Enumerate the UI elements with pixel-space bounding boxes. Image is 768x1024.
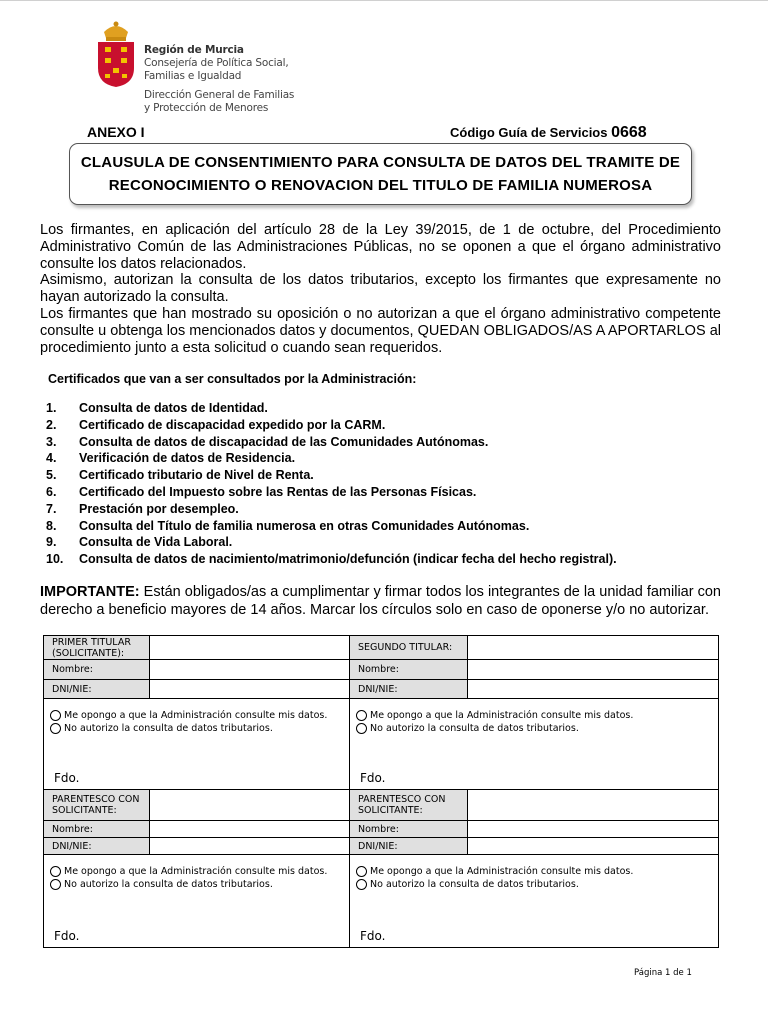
item-text: Consulta de Vida Laboral. <box>79 535 233 550</box>
dni-label: DNI/NIE: <box>350 680 468 699</box>
option-no-authorize <box>356 722 712 735</box>
nombre-label: Nombre: <box>44 821 150 838</box>
item-number: 3. <box>46 434 57 449</box>
option-no-authorize <box>50 722 343 735</box>
option-no-authorize-label: No autorizo la consulta de datos tributarios. <box>64 879 273 890</box>
item-text: Verificación de datos de Residencia. <box>79 451 296 466</box>
page-number: Página 1 de 1 <box>634 968 692 978</box>
item-number: 7. <box>46 501 57 516</box>
list-item <box>46 484 617 501</box>
service-code-label: Código Guía de Servicios <box>450 125 608 140</box>
segundo-titular-field[interactable] <box>468 636 719 660</box>
top-rule <box>0 0 768 1</box>
segundo-titular-label: SEGUNDO TITULAR: <box>350 636 468 660</box>
item-text: Certificado del Impuesto sobre las Rentas de las Personas Físicas. <box>79 484 477 499</box>
option-no-authorize <box>356 878 712 891</box>
intro-paragraph-2: Asimismo, autorizan la consulta de los datos tributarios, excepto los firmantes que expresamente no hayan autorizado la consulta. <box>40 272 721 306</box>
dni-label: DNI/NIE: <box>350 838 468 855</box>
list-item <box>46 518 617 535</box>
signature-label: Fdo. <box>54 771 80 785</box>
intro-text <box>40 222 721 356</box>
item-text: Prestación por desempleo. <box>79 501 239 516</box>
parentesco-field-1[interactable] <box>150 790 350 821</box>
important-text: Están obligados/as a cumplimentar y firmar todos los integrantes de la unidad familiar con derecho a beneficio mayores de 14 años. Marcar los círculos solo en caso de oponerse y/o no autorizar. <box>40 584 721 618</box>
certificates-list <box>46 400 617 568</box>
org-line-3: Familias e Igualdad <box>144 70 242 82</box>
nombre-label: Nombre: <box>350 660 468 680</box>
list-item <box>46 450 617 467</box>
dni-label: DNI/NIE: <box>44 838 150 855</box>
dept-line-2: y Protección de Menores <box>144 102 269 114</box>
signature-label: Fdo. <box>360 771 386 785</box>
item-text: Consulta de datos de discapacidad de las Comunidades Autónomas. <box>79 434 489 449</box>
item-text: Consulta del Título de familia numerosa en otras Comunidades Autónomas. <box>79 518 530 533</box>
radio-circle-icon[interactable] <box>50 723 61 734</box>
list-item <box>46 534 617 551</box>
item-text: Certificado tributario de Nivel de Renta. <box>79 468 314 483</box>
dni-field-1[interactable] <box>150 680 350 699</box>
certificates-heading: Certificados que van a ser consultados por la Administración: <box>48 372 417 386</box>
parentesco-label: PARENTESCO CON SOLICITANTE: <box>44 790 150 821</box>
signature-block-4 <box>350 855 719 948</box>
dni-field-4[interactable] <box>468 838 719 855</box>
option-no-authorize <box>50 878 343 891</box>
parentesco-label: PARENTESCO CON SOLICITANTE: <box>350 790 468 821</box>
radio-circle-icon[interactable] <box>50 879 61 890</box>
title-line-1: CLAUSULA DE CONSENTIMIENTO PARA CONSULTA DE DATOS DEL TRAMITE DE <box>80 154 681 171</box>
dept-line-1: Dirección General de Familias <box>144 89 295 101</box>
option-oppose-label: Me opongo a que la Administración consulte mis datos. <box>370 866 634 877</box>
service-code-number: 0668 <box>611 124 647 141</box>
nombre-label: Nombre: <box>44 660 150 680</box>
option-oppose <box>50 865 343 878</box>
item-number: 1. <box>46 401 57 415</box>
radio-circle-icon[interactable] <box>356 710 367 721</box>
org-line-2: Consejería de Política Social, <box>144 57 289 69</box>
region-murcia-coat-of-arms-icon <box>97 20 135 88</box>
signature-label: Fdo. <box>360 929 386 943</box>
signature-block-3 <box>44 855 350 948</box>
parentesco-field-2[interactable] <box>468 790 719 821</box>
list-item <box>46 551 617 568</box>
nombre-field-2[interactable] <box>468 660 719 680</box>
item-number: 2. <box>46 417 57 432</box>
item-text: Certificado de discapacidad expedido por la CARM. <box>79 417 386 432</box>
item-number: 8. <box>46 518 57 533</box>
option-oppose-label: Me opongo a que la Administración consulte mis datos. <box>64 710 328 721</box>
radio-circle-icon[interactable] <box>50 866 61 877</box>
dni-label: DNI/NIE: <box>44 680 150 699</box>
nombre-field-4[interactable] <box>468 821 719 838</box>
list-item <box>46 467 617 484</box>
dni-field-3[interactable] <box>150 838 350 855</box>
item-text: Consulta de datos de Identidad. <box>79 401 268 415</box>
option-oppose <box>356 709 712 722</box>
item-number: 10. <box>46 552 64 567</box>
signatories-form <box>43 635 719 948</box>
option-oppose-label: Me opongo a que la Administración consulte mis datos. <box>64 866 328 877</box>
important-label: IMPORTANTE: <box>40 584 140 600</box>
radio-circle-icon[interactable] <box>356 723 367 734</box>
option-no-authorize-label: No autorizo la consulta de datos tributarios. <box>370 879 579 890</box>
option-no-authorize-label: No autorizo la consulta de datos tributarios. <box>64 723 273 734</box>
department-name <box>144 89 294 115</box>
item-number: 6. <box>46 484 57 499</box>
primer-titular-label: PRIMER TITULAR (SOLICITANTE): <box>44 636 150 660</box>
nombre-field-1[interactable] <box>150 660 350 680</box>
title-line-2: RECONOCIMIENTO O RENOVACION DEL TITULO DE FAMILIA NUMEROSA <box>108 177 653 194</box>
nombre-label: Nombre: <box>350 821 468 838</box>
option-oppose <box>50 709 343 722</box>
intro-paragraph-1: Los firmantes, en aplicación del artículo 28 de la Ley 39/2015, de 1 de octubre, del Procedimiento Administrativo Común de las Administraciones Públicas, no se oponen a que el órgano administrativo consulte los datos relacionados. <box>40 222 721 272</box>
option-oppose <box>356 865 712 878</box>
important-note <box>40 583 721 619</box>
list-item <box>46 400 617 417</box>
item-number: 4. <box>46 451 57 466</box>
list-item <box>46 417 617 434</box>
nombre-field-3[interactable] <box>150 821 350 838</box>
anexo-label: ANEXO I <box>87 124 145 140</box>
organization-name <box>144 44 288 83</box>
dni-field-2[interactable] <box>468 680 719 699</box>
primer-titular-field[interactable] <box>150 636 350 660</box>
service-code <box>450 124 647 142</box>
option-oppose-label: Me opongo a que la Administración consulte mis datos. <box>370 710 634 721</box>
item-number: 9. <box>46 535 57 550</box>
list-item <box>46 434 617 451</box>
signature-block-1 <box>44 699 350 790</box>
item-number: 5. <box>46 468 57 483</box>
signature-block-2 <box>350 699 719 790</box>
signature-label: Fdo. <box>54 929 80 943</box>
radio-circle-icon[interactable] <box>356 879 367 890</box>
option-no-authorize-label: No autorizo la consulta de datos tributarios. <box>370 723 579 734</box>
radio-circle-icon[interactable] <box>50 710 61 721</box>
item-text: Consulta de datos de nacimiento/matrimonio/defunción (indicar fecha del hecho registral). <box>79 552 617 567</box>
document-title-box <box>69 143 692 205</box>
org-name: Región de Murcia <box>144 44 244 56</box>
radio-circle-icon[interactable] <box>356 866 367 877</box>
document-title <box>81 151 680 197</box>
intro-paragraph-3: Los firmantes que han mostrado su oposición o no autorizan a que el órgano administrativo competente consulte u obtenga los mencionados datos y documentos, QUEDAN OBLIGADOS/AS A APORTARLOS al procedimiento junto a esta solicitud o cuando sean requeridos. <box>40 305 721 356</box>
list-item <box>46 501 617 518</box>
